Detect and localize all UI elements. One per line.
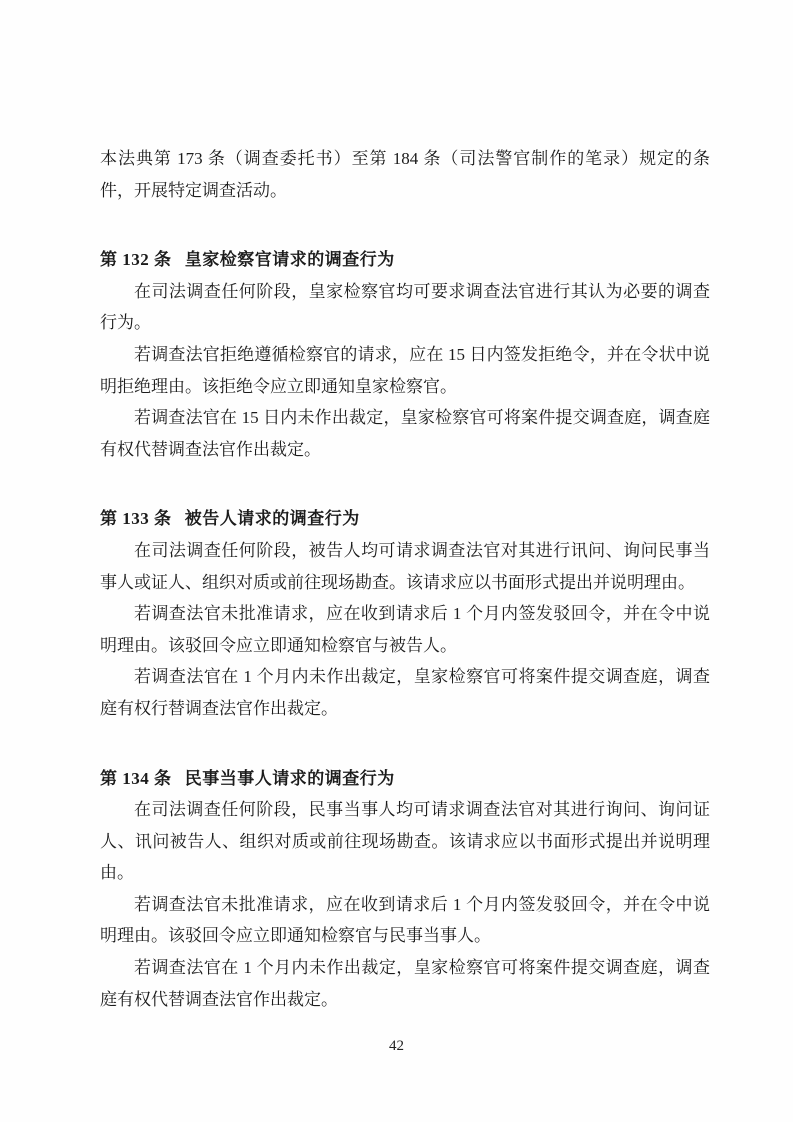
article-133-heading xyxy=(100,503,710,535)
article-132-paragraph-2: 若调查法官拒绝遵循检察官的请求，应在 15 日内签发拒绝令，并在令状中说明拒绝理由。该拒绝令应立即通知皇家检察官。 xyxy=(100,344,710,396)
article-132-number: 第 132 条 xyxy=(100,250,172,270)
article-132-heading xyxy=(100,244,710,276)
article-132-paragraph-1: 在司法调查任何阶段，皇家检察官均可要求调查法官进行其认为必要的调查行为。 xyxy=(100,281,710,333)
article-133-title: 被告人请求的调查行为 xyxy=(184,509,360,529)
article-134-paragraph-1: 在司法调查任何阶段，民事当事人均可请求调查法官对其进行询问、询问证人、讯问被告人、组织对质或前往现场勘查。该请求应以书面形式提出并说明理由。 xyxy=(100,800,710,883)
article-132-title: 皇家检察官请求的调查行为 xyxy=(184,250,395,270)
article-132 xyxy=(100,244,710,465)
article-132-paragraph-3: 若调查法官在 15 日内未作出裁定，皇家检察官可将案件提交调查庭，调查庭有权代替调查法官作出裁定。 xyxy=(100,408,710,459)
article-134-title: 民事当事人请求的调查行为 xyxy=(184,768,395,788)
article-133 xyxy=(100,503,710,724)
article-134-number: 第 134 条 xyxy=(100,768,172,788)
page-number: 42 xyxy=(389,1038,404,1054)
article-134-paragraph-2: 若调查法官未批准请求，应在收到请求后 1 个月内签发驳回令，并在令中说明理由。该驳回令应立即通知检察官与民事当事人。 xyxy=(100,894,710,946)
article-133-paragraph-1: 在司法调查任何阶段，被告人均可请求调查法官对其进行讯问、询问民事当事人或证人、组织对质或前往现场勘查。该请求应以书面形式提出并说明理由。 xyxy=(100,540,710,592)
article-133-number: 第 133 条 xyxy=(100,509,172,529)
article-134-heading xyxy=(100,763,710,795)
page-footer xyxy=(0,1036,793,1056)
intro-paragraph: 本法典第 173 条（调查委托书）至第 184 条（司法警官制作的笔录）规定的条件，开展特定调查活动。 xyxy=(100,149,710,200)
article-133-paragraph-2: 若调查法官未批准请求，应在收到请求后 1 个月内签发驳回令，并在令中说明理由。该驳回令应立即通知检察官与被告人。 xyxy=(100,604,710,655)
article-134 xyxy=(100,763,710,1016)
article-133-paragraph-3: 若调查法官在 1 个月内未作出裁定，皇家检察官可将案件提交调查庭，调查庭有权行替调查法官作出裁定。 xyxy=(100,667,710,718)
article-134-paragraph-3: 若调查法官在 1 个月内未作出裁定，皇家检察官可将案件提交调查庭，调查庭有权代替调查法官作出裁定。 xyxy=(100,958,710,1009)
